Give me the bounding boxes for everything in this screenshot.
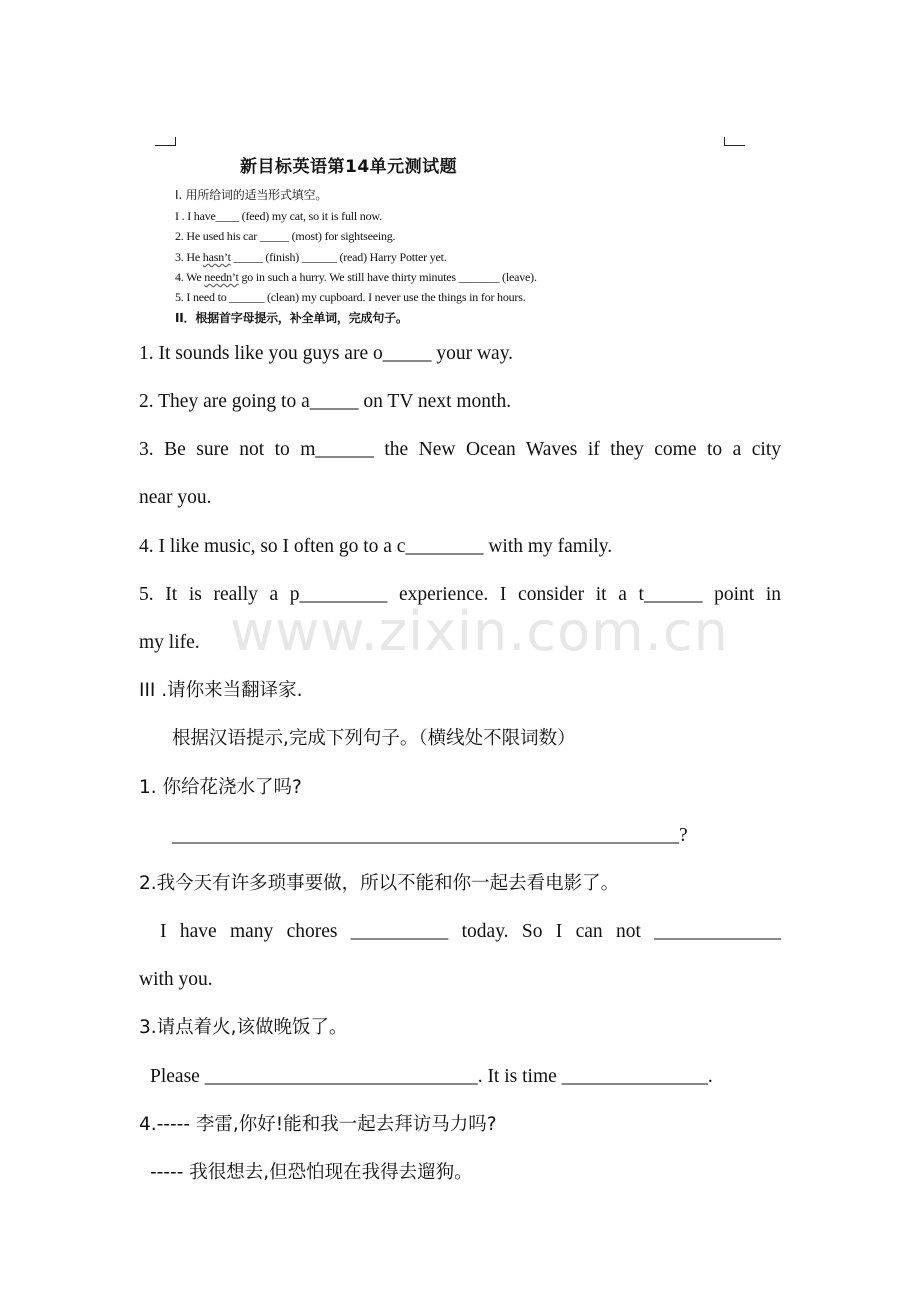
wavy-word: needn’t — [204, 270, 239, 284]
section2-question-2: 2. They are going to a_____ on TV next month. — [139, 391, 512, 412]
section2-question-5-continued: my life. — [139, 632, 200, 653]
section2-heading: II．根据首字母提示，补全单词，完成句子。 — [175, 311, 408, 325]
section2-question-5: 5. It is really a p_________ experience. I consider it a t______ point in — [139, 584, 781, 605]
section3-instruction: 根据汉语提示,完成下列句子。（横线处不限词数） — [172, 728, 576, 749]
section1-item-3: 3. He hasn’t _____ (finish) ______ (read) Harry Potter yet. — [175, 250, 447, 264]
section3-answer-1-blank: ____________________________________________________? — [172, 825, 688, 846]
section2-question-3: 3. Be sure not to m______ the New Ocean Waves if they come to a city — [139, 439, 781, 460]
section1-heading: I. 用所给词的适当形式填空。 — [175, 188, 328, 202]
watermark: www.zixin.com.cn — [230, 600, 729, 663]
section1-item-1: I . I have____ (feed) my cat, so it is full now. — [175, 209, 382, 223]
section1-item-5: 5. I need to ______ (clean) my cupboard. I never use the things in for hours. — [175, 290, 526, 304]
section3-question-1: 1. 你给花浇水了吗? — [139, 777, 302, 798]
section3-heading: III .请你来当翻译家. — [139, 680, 303, 701]
corner-mark-right — [724, 137, 745, 146]
section3-question-4: 4.----- 李雷,你好!能和我一起去拜访马力吗? — [139, 1114, 497, 1135]
section1-item-4: 4. We needn’t go in such a hurry. We still have thirty minutes _______ (leave). — [175, 270, 537, 284]
section3-answer-2-continued: with you. — [139, 969, 213, 990]
section3-question-3: 3.请点着火,该做晚饭了。 — [139, 1017, 348, 1038]
section2-question-1: 1. It sounds like you guys are o_____ your way. — [139, 343, 514, 364]
corner-mark-left — [155, 137, 176, 146]
wavy-word: hasn’t — [202, 250, 231, 264]
page-title: 新目标英语第14单元测试题 — [240, 157, 458, 177]
section2-question-4: 4. I like music, so I often go to a c________ with my family. — [139, 536, 613, 557]
section3-answer-3: Please ____________________________. It is time _______________. — [150, 1066, 713, 1087]
section3-question-4-reply: ----- 我很想去,但恐怕现在我得去遛狗。 — [150, 1162, 473, 1183]
section1-item-2: 2. He used his car _____ (most) for sightseeing. — [175, 229, 396, 243]
section3-answer-2: I have many chores __________ today. So I can not _____________ — [160, 921, 781, 942]
section2-question-3-continued: near you. — [139, 487, 212, 508]
section3-question-2: 2.我今天有许多琐事要做，所以不能和你一起去看电影了。 — [139, 873, 620, 894]
